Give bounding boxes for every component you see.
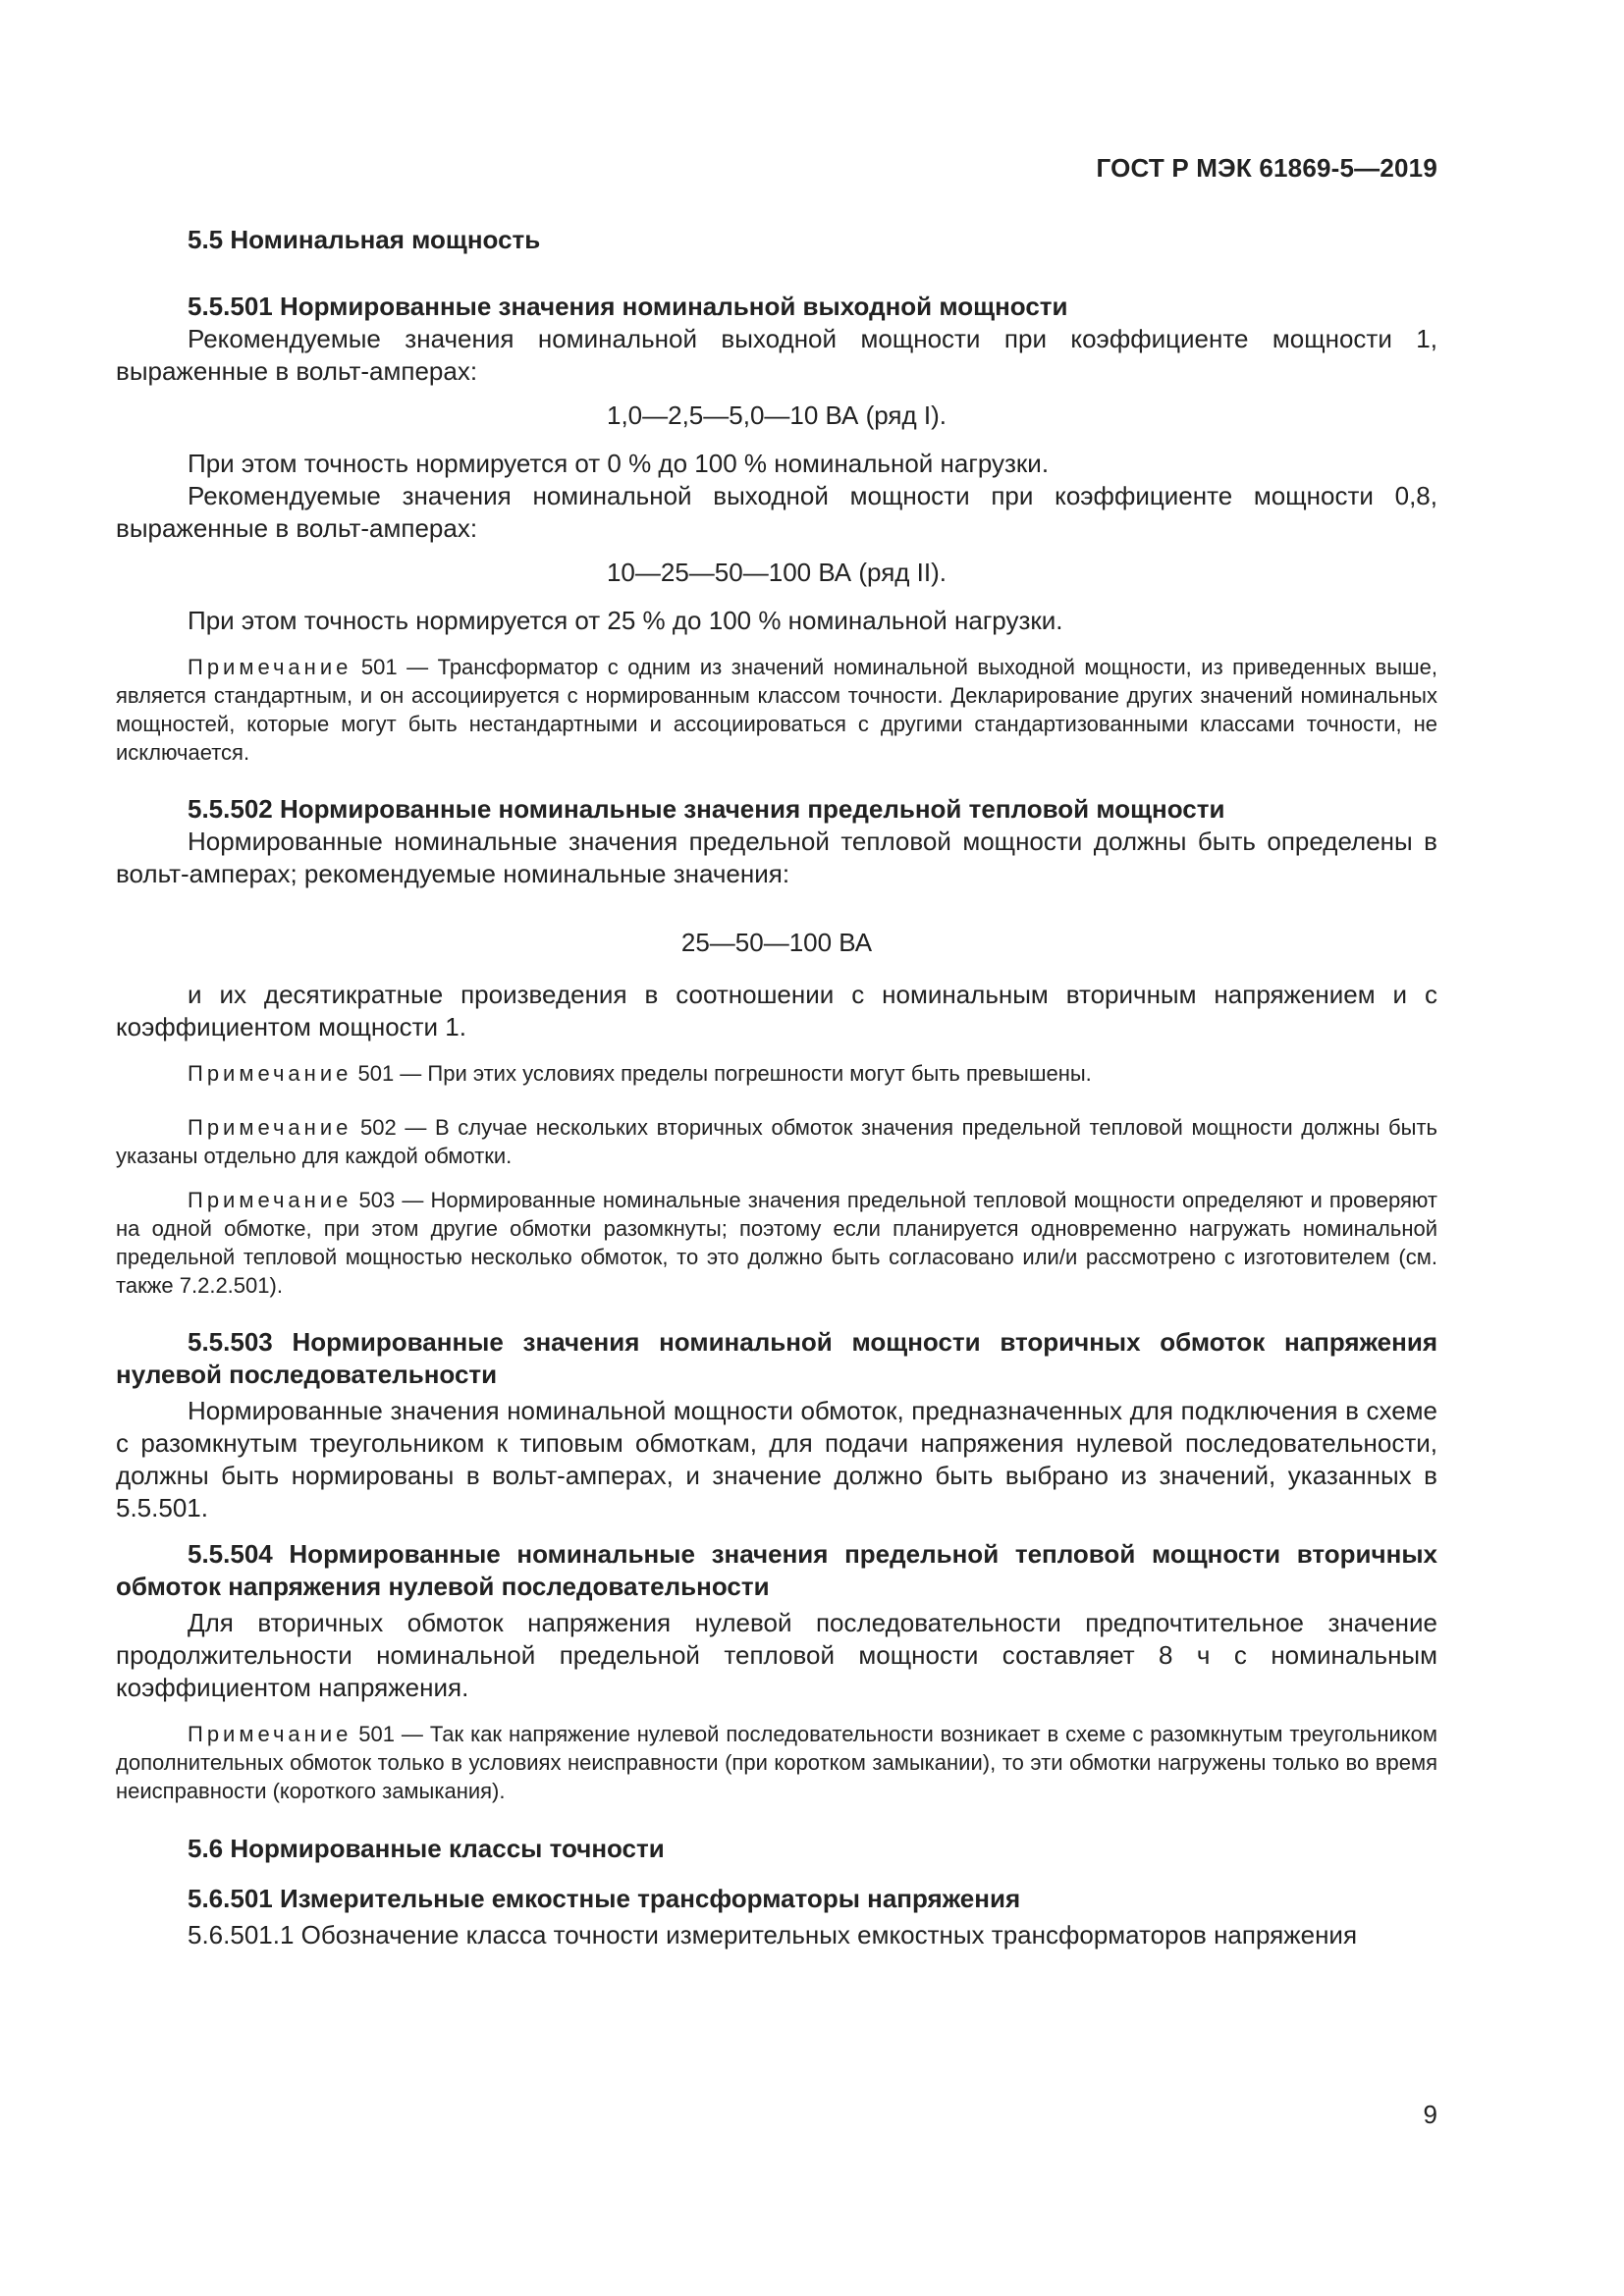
section-5-6-501-heading: 5.6.501 Измерительные емкостные трансформаторы напряжения (188, 1884, 1021, 1913)
note-text: 501 — Так как напряжение нулевой последовательности возникает в схеме с разомкнутым треугольником дополнительных обмоток только в условиях неисправности (при коротком замыкании), то эти обмотки нагружены только во время неисправности (короткого замыкания). (116, 1722, 1437, 1803)
note-label: Примечание (188, 1061, 352, 1086)
section-5-5-503-heading: 5.5.503 Нормированные значения номинальной мощности вторичных обмоток напряжения нулевой последовательности (116, 1327, 1437, 1389)
note (116, 1186, 1437, 1300)
paragraph: Нормированные номинальные значения предельной тепловой мощности должны быть определены в вольт-амперах; рекомендуемые номинальные значения: (116, 827, 1437, 888)
paragraph: При этом точность нормируется от 25 % до 100 % номинальной нагрузки. (188, 606, 1063, 635)
page-content (116, 224, 1437, 1951)
note-text: 501 — При этих условиях пределы погрешности могут быть превышены. (357, 1061, 1092, 1086)
value-series-1: 1,0—2,5—5,0—10 ВА (ряд I). (606, 400, 947, 430)
section-5-5-501-heading: 5.5.501 Нормированные значения номинальной выходной мощности (188, 292, 1068, 321)
note (116, 1720, 1437, 1805)
value-series-2: 10—25—50—100 ВА (ряд II). (606, 558, 947, 587)
paragraph: При этом точность нормируется от 0 % до 100 % номинальной нагрузки. (188, 449, 1050, 478)
note-text: 503 — Нормированные номинальные значения предельной тепловой мощности определяют и проверяют на одной обмотке, при этом другие обмотки разомкнуты; поэтому если планируется одновременно нагружать номинальной предельной тепловой мощностью несколько обмоток, то это должно быть согласовано или/и рассмотрено с изготовителем (см. также 7.2.2.501). (116, 1188, 1437, 1298)
note-label: Примечание (188, 1115, 352, 1140)
paragraph: Для вторичных обмоток напряжения нулевой последовательности предпочтительное значение продолжительности номинальной предельной тепловой мощности составляет 8 ч с номинальным коэффициентом напряжения. (116, 1608, 1437, 1702)
note-text: 501 — Трансформатор с одним из значений номинальной выходной мощности, из приведенных выше, является стандартным, и он ассоциируется с нормированным классом точности. Декларирование других значений номинальных мощностей, которые могут быть нестандартными и ассоциироваться с другими стандартизованными классами точности, не исключается. (116, 655, 1437, 765)
paragraph: Рекомендуемые значения номинальной выходной мощности при коэффициенте мощности 0,8, выраженные в вольт-амперах: (116, 481, 1437, 543)
note-label: Примечание (188, 1188, 352, 1212)
paragraph: и их десятикратные произведения в соотношении с номинальным вторичным напряжением и с коэффициентом мощности 1. (116, 980, 1437, 1041)
note-label: Примечание (188, 655, 352, 679)
paragraph: Рекомендуемые значения номинальной выходной мощности при коэффициенте мощности 1, выраженные в вольт-амперах: (116, 324, 1437, 386)
note (116, 1059, 1437, 1088)
paragraph: 5.6.501.1 Обозначение класса точности измерительных емкостных трансформаторов напряжения (188, 1920, 1358, 1949)
page-number: 9 (1423, 2100, 1437, 2129)
note (116, 653, 1437, 767)
document-header: ГОСТ Р МЭК 61869-5—2019 (1096, 153, 1437, 183)
section-5-6-heading: 5.6 Нормированные классы точности (188, 1834, 665, 1863)
section-5-5-504-heading: 5.5.504 Нормированные номинальные значения предельной тепловой мощности вторичных обмоток напряжения нулевой последовательности (116, 1539, 1437, 1601)
section-5-5-502-heading: 5.5.502 Нормированные номинальные значения предельной тепловой мощности (188, 794, 1225, 824)
note (116, 1113, 1437, 1170)
paragraph: Нормированные значения номинальной мощности обмоток, предназначенных для подключения в схеме с разомкнутым треугольником к типовым обмоткам, для подачи напряжения нулевой последовательности, должны быть нормированы в вольт-амперах, и значение должно быть выбрано из значений, указанных в 5.5.501. (116, 1396, 1437, 1522)
note-text: 502 — В случае нескольких вторичных обмоток значения предельной тепловой мощности должны быть указаны отдельно для каждой обмотки. (116, 1115, 1437, 1168)
value-series: 25—50—100 ВА (680, 928, 873, 957)
note-label: Примечание (188, 1722, 352, 1746)
section-5-5-heading: 5.5 Номинальная мощность (188, 225, 541, 254)
